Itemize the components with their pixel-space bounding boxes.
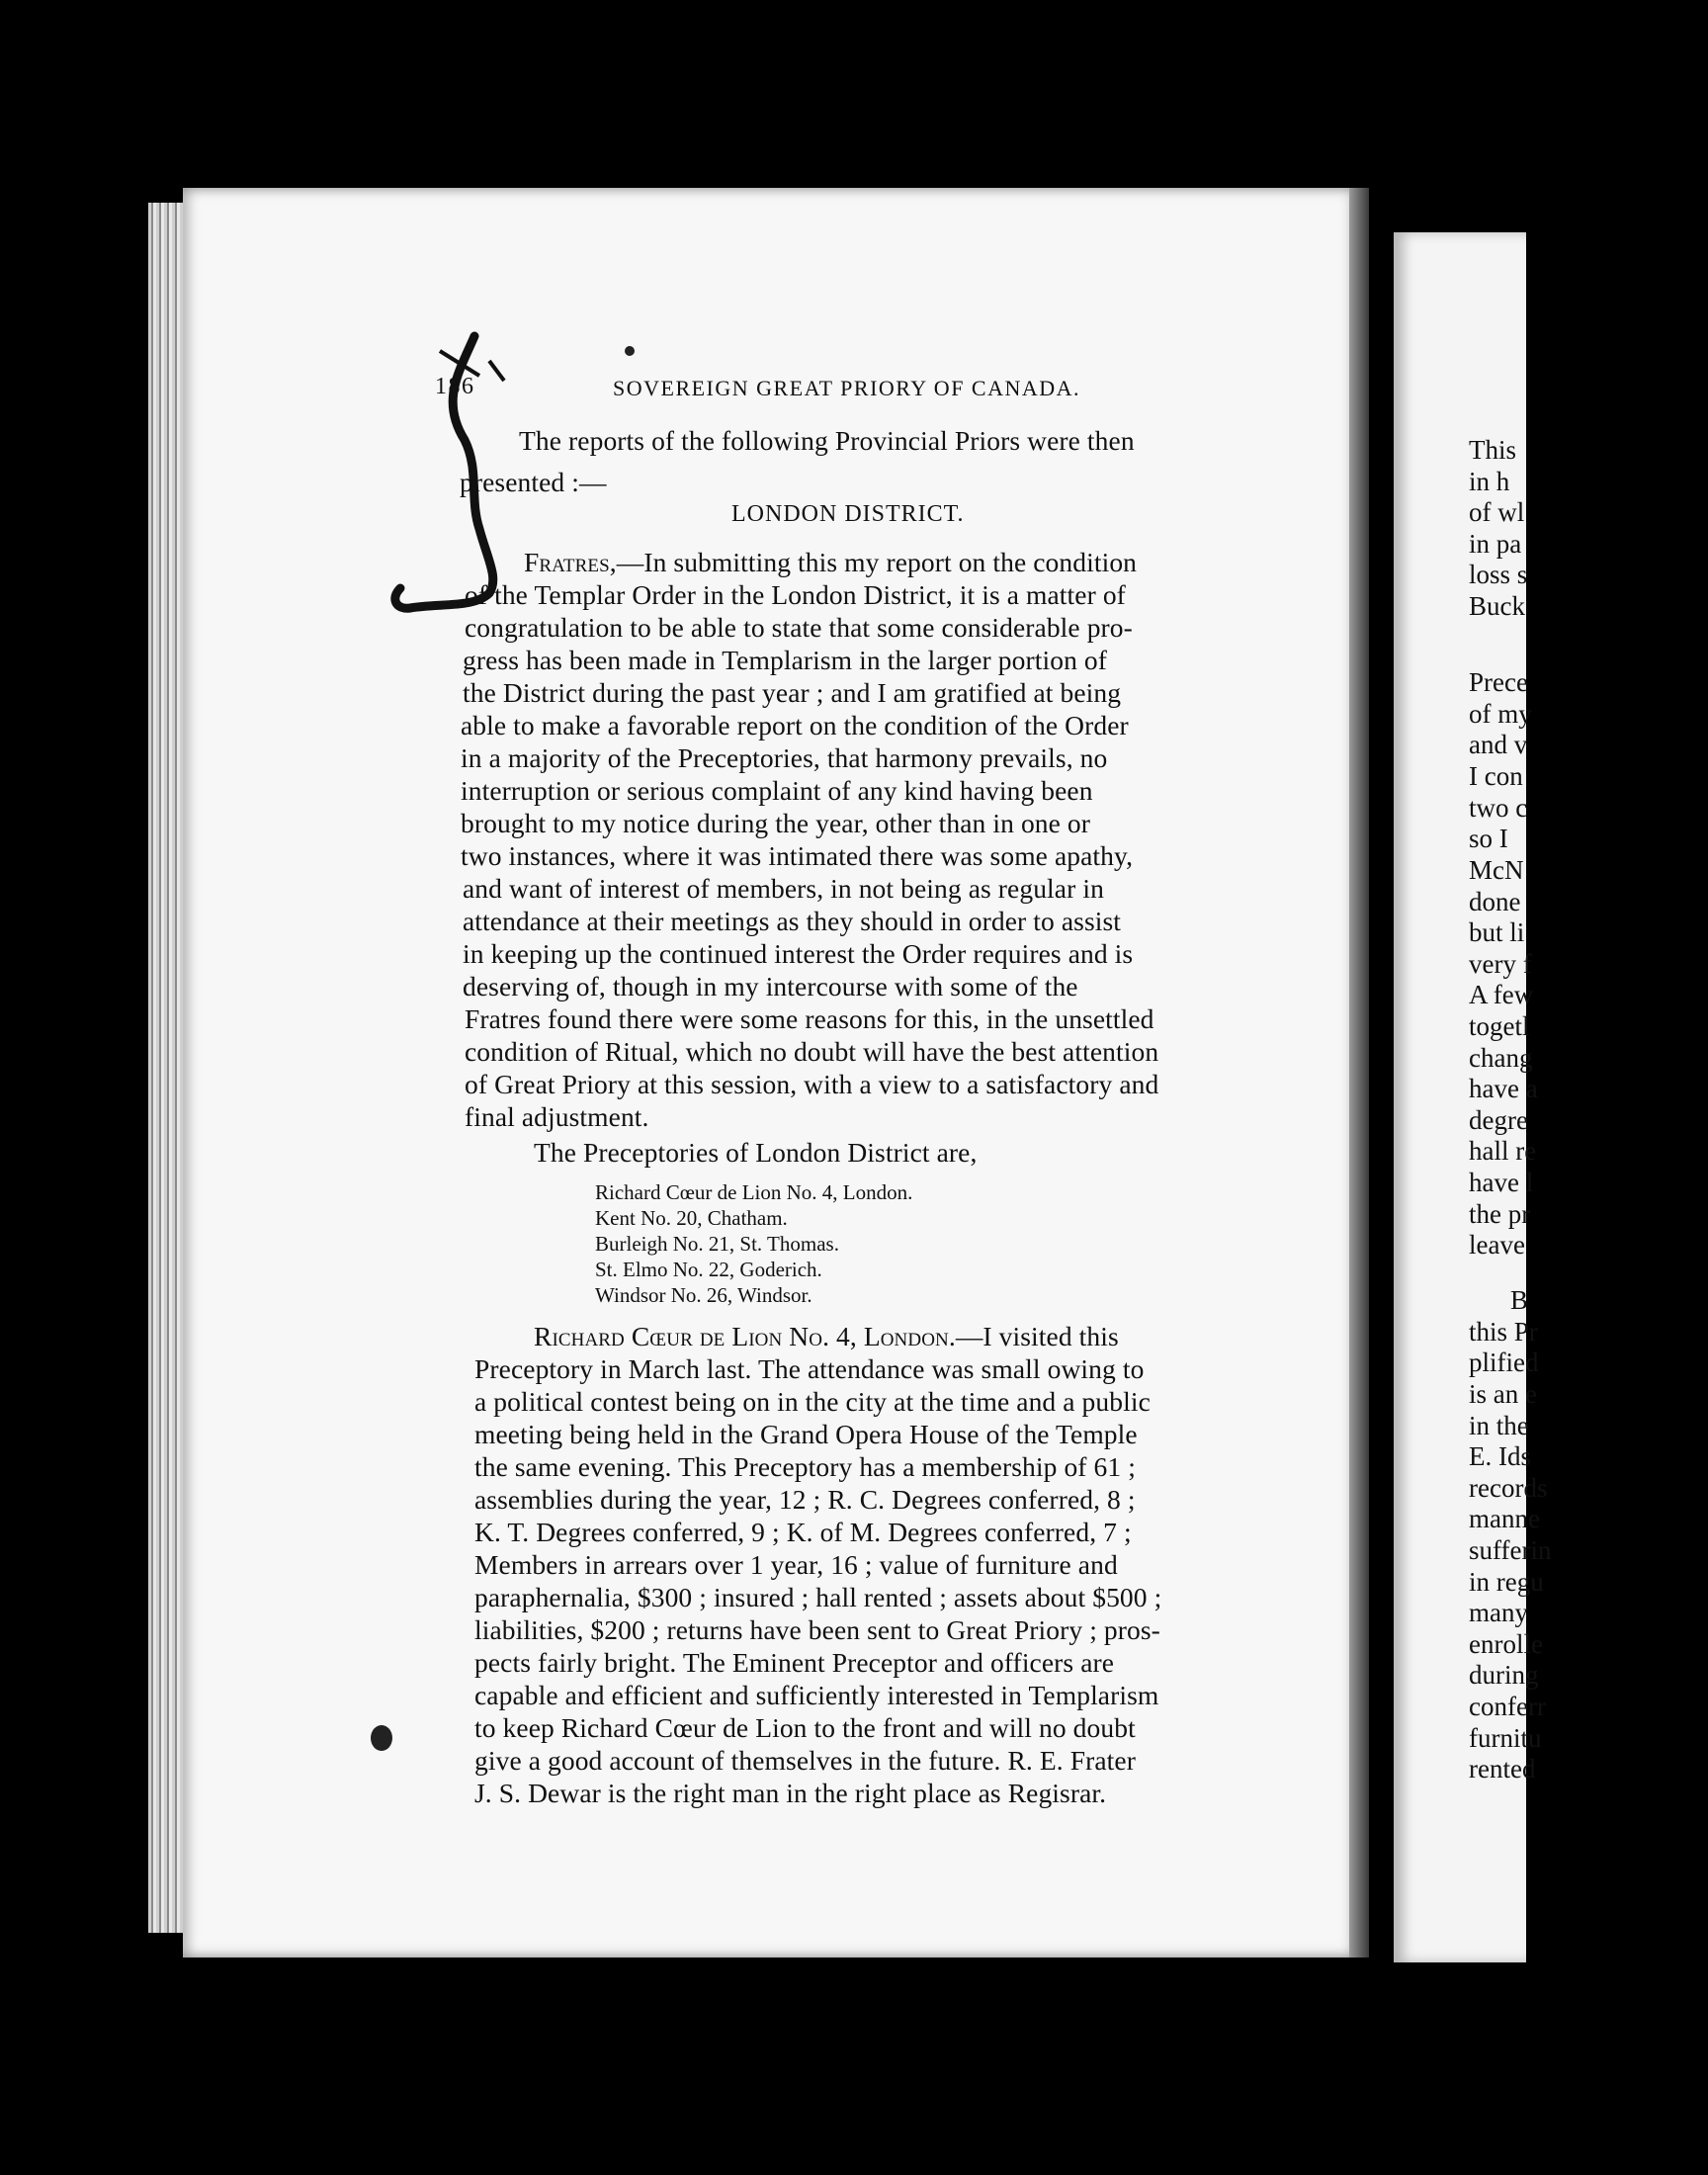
facing-line: hall re — [1469, 1136, 1537, 1166]
running-title: SOVEREIGN GREAT PRIORY OF CANADA. — [613, 376, 1081, 400]
facing-line: Buck — [1469, 591, 1525, 621]
ink-speck — [371, 1725, 392, 1751]
preceptory-item: Richard Cœur de Lion No. 4, London. — [595, 1180, 913, 1204]
report-line: interruption or serious complaint of any kind having been — [461, 775, 1093, 806]
richard-line-1 — [534, 1321, 1119, 1352]
facing-line: the pr — [1469, 1199, 1531, 1229]
preceptory-item: Burleigh No. 21, St. Thomas. — [595, 1232, 839, 1256]
report-first-word: Fratres, — [524, 547, 617, 577]
report-line: congratulation to be able to state that some considerable pro- — [465, 612, 1133, 643]
richard-line: Members in arrears over 1 year, 16 ; value of furniture and — [474, 1549, 1118, 1580]
facing-line: togetl — [1469, 1011, 1530, 1041]
richard-line: to keep Richard Cœur de Lion to the front and will no doubt — [474, 1712, 1136, 1743]
richard-line: meeting being held in the Grand Opera House of the Temple — [474, 1419, 1138, 1449]
facing-line: and v — [1469, 730, 1528, 759]
facing-line: A few — [1469, 980, 1534, 1009]
richard-line: Preceptory in March last. The attendance was small owing to — [474, 1353, 1145, 1384]
report-line: attendance at their meetings as they should in order to assist — [463, 906, 1122, 936]
facing-line: conferr — [1469, 1692, 1546, 1721]
richard-line: the same evening. This Preceptory has a membership of 61 ; — [474, 1451, 1136, 1482]
facing-line: have a — [1469, 1074, 1538, 1103]
facing-line: E. Ids — [1469, 1441, 1531, 1471]
facing-line: two c — [1469, 793, 1528, 823]
facing-line: many — [1469, 1598, 1528, 1627]
preceptory-item: Windsor No. 26, Windsor. — [595, 1283, 812, 1307]
report-line: Fratres found there were some reasons for this, in the unsettled — [465, 1003, 1154, 1034]
facing-line: plified — [1469, 1348, 1539, 1377]
page-stack-edges — [148, 203, 188, 1933]
page-fold-shadow — [1349, 188, 1369, 1958]
richard-line: K. T. Degrees conferred, 9 ; K. of M. Degrees conferred, 7 ; — [474, 1517, 1132, 1547]
section-heading: LONDON DISTRICT. — [731, 501, 965, 527]
running-header — [435, 374, 1186, 413]
facing-line: in h — [1469, 467, 1510, 496]
facing-line: of wl — [1469, 497, 1525, 527]
richard-heading: Richard Cœur de Lion No. 4, London. — [534, 1321, 956, 1351]
richard-line-text: —I visited this — [955, 1321, 1119, 1351]
facing-line: in regu — [1469, 1567, 1544, 1597]
report-line: and want of interest of members, in not being as regular in — [463, 873, 1104, 904]
preceptories-intro: The Preceptories of London District are, — [534, 1137, 978, 1168]
page-number: 186 — [435, 374, 475, 399]
facing-line: is an e — [1469, 1379, 1537, 1409]
facing-line: but li — [1469, 917, 1525, 947]
facing-line: furnitu — [1469, 1723, 1542, 1753]
facing-line: very f — [1469, 949, 1532, 979]
facing-line: done — [1469, 887, 1521, 916]
facing-line: have l — [1469, 1168, 1534, 1197]
facing-line: chang — [1469, 1043, 1533, 1073]
facing-line: leave — [1469, 1230, 1525, 1260]
report-line: able to make a favorable report on the condition of the Order — [461, 710, 1129, 740]
report-line-1 — [524, 547, 1137, 578]
preceptory-item: St. Elmo No. 22, Goderich. — [595, 1258, 822, 1281]
report-line: deserving of, though in my intercourse with some of the — [463, 971, 1078, 1001]
report-line: of Great Priory at this session, with a view to a satisfactory and — [465, 1069, 1159, 1099]
report-line: gress has been made in Templarism in the larger portion of — [463, 645, 1107, 675]
report-line: final adjustment. — [465, 1101, 649, 1132]
facing-line: in pa — [1469, 529, 1522, 559]
facing-line: McN — [1469, 855, 1524, 885]
facing-line: sufferin — [1469, 1535, 1552, 1565]
report-line: brought to my notice during the year, other than in one or — [461, 808, 1091, 838]
ink-speck — [625, 346, 635, 356]
richard-line: J. S. Dewar is the right man in the right place as Regisrar. — [474, 1778, 1107, 1808]
facing-line: rented — [1469, 1754, 1536, 1784]
facing-line: in the — [1469, 1411, 1529, 1440]
facing-line: during — [1469, 1660, 1539, 1690]
facing-line: of my — [1469, 699, 1532, 729]
facing-line: B — [1510, 1285, 1529, 1315]
facing-line: degre — [1469, 1105, 1528, 1135]
report-line: in a majority of the Preceptories, that harmony prevails, no — [461, 742, 1108, 773]
facing-line: this Pr — [1469, 1317, 1538, 1347]
richard-line: paraphernalia, $300 ; insured ; hall rented ; assets about $500 ; — [474, 1582, 1162, 1612]
report-line: the District during the past year ; and I am gratified at being — [463, 677, 1122, 708]
facing-line: I con — [1469, 761, 1523, 791]
richard-line: liabilities, $200 ; returns have been sent to Great Priory ; pros- — [474, 1614, 1160, 1645]
report-line: in keeping up the continued interest the Order requires and is — [463, 938, 1134, 969]
facing-line: records — [1469, 1473, 1548, 1503]
facing-line: manne — [1469, 1504, 1540, 1533]
richard-line: pects fairly bright. The Eminent Preceptor and officers are — [474, 1647, 1115, 1678]
richard-line: assemblies during the year, 12 ; R. C. Degrees conferred, 8 ; — [474, 1484, 1136, 1515]
richard-line: a political contest being on in the city at the time and a public — [474, 1386, 1151, 1417]
report-line: condition of Ritual, which no doubt will have the best attention — [465, 1036, 1159, 1067]
preceptory-item: Kent No. 20, Chatham. — [595, 1206, 788, 1230]
facing-line: loss s — [1469, 560, 1528, 589]
intro-line: The reports of the following Provincial Priors were then — [519, 425, 1135, 456]
facing-line: so I — [1469, 824, 1508, 853]
facing-line: Prece — [1469, 667, 1528, 697]
report-line: of the Templar Order in the London District, it is a matter of — [465, 579, 1126, 610]
facing-line: enrolle — [1469, 1629, 1543, 1659]
report-line: two instances, where it was intimated there was some apathy, — [461, 840, 1134, 871]
facing-page — [1394, 232, 1552, 1962]
richard-line: give a good account of themselves in the future. R. E. Frater — [474, 1745, 1136, 1776]
richard-line: capable and efficient and sufficiently interested in Templarism — [474, 1680, 1159, 1710]
report-line-text: —In submitting this my report on the condition — [616, 547, 1138, 577]
facing-line: This — [1469, 435, 1517, 465]
intro-line: presented :— — [460, 467, 607, 497]
